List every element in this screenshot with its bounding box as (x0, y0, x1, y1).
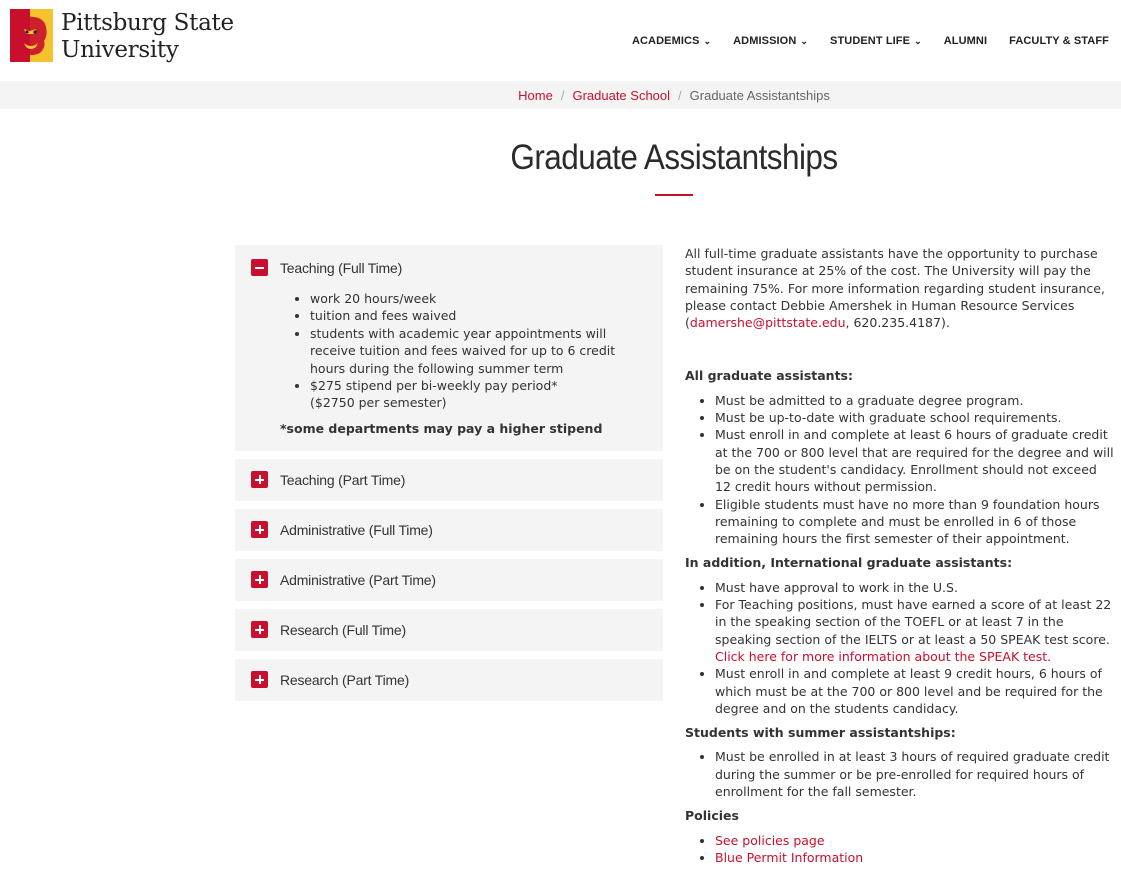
accordion-title: Research (Full Time) (280, 621, 406, 638)
chevron-down-icon: ⌄ (800, 35, 809, 46)
gorilla-logo-icon[interactable] (10, 9, 53, 62)
nav-student-life[interactable] (830, 35, 922, 47)
policies-list (715, 832, 1115, 867)
accordion-panel (235, 290, 663, 451)
list-item (715, 849, 1115, 866)
nav-student-life-label: STUDENT LIFE (830, 35, 911, 47)
section-heading: All graduate assistants: (685, 368, 853, 384)
accordion-toggle-research-part-time[interactable] (235, 659, 663, 701)
nav-academics-label: ACADEMICS (631, 35, 700, 47)
accordion-item-administrative-part-time (235, 559, 663, 601)
wordmark-line1: Pittsburg State (61, 10, 234, 36)
list-item: • Must have approval to work in the U.S. (715, 579, 1115, 596)
stipend-text: $275 stipend per bi-weekly pay period* (310, 378, 558, 394)
accordion-toggle-administrative-full-time[interactable] (235, 509, 663, 551)
policies-section (685, 807, 1115, 866)
breadcrumb-home[interactable]: Home (518, 87, 553, 103)
assistantship-accordion (235, 245, 663, 709)
breadcrumb-current: Graduate Assistantships (689, 87, 830, 103)
policies-page-link[interactable]: See policies page (715, 832, 825, 848)
accordion-item-teaching-part-time (235, 459, 663, 501)
insurance-text: All full-time graduate assistants have the opportunity to purchase student insurance at 25% of the cost. The University will pay the remaining 75%. For more information regarding student insurance, please contact Debbie Amershek in Human Resource Services ( (685, 246, 1105, 331)
insurance-paragraph (685, 245, 1115, 331)
all-assistants-list (715, 392, 1115, 548)
summer-list (715, 748, 1115, 800)
assistantship-info (685, 245, 1115, 866)
page-title: Graduate Assistantships (510, 138, 838, 177)
list-item: • Must enroll in and complete at least 6 hours of graduate credit at the 700 or 800 level that are required for the degree and will be on the student's candidacy. Enrollment should not exceed 12 credit hours without permission. (715, 426, 1115, 495)
accordion-title: Administrative (Part Time) (280, 571, 436, 588)
accordion-item-administrative-full-time (235, 509, 663, 551)
list-item: • Eligible students must have no more than 9 foundation hours remaining to complete and must be enrolled in 6 of those remaining hours the first semester of their appointment. (715, 496, 1115, 548)
stipend-semester-text: ($2750 per semester) (310, 395, 447, 411)
accordion-toggle-research-full-time[interactable] (235, 609, 663, 651)
accordion-item-research-full-time (235, 609, 663, 651)
plus-icon (251, 521, 268, 538)
list-item: • Must be admitted to a graduate degree program. (715, 392, 1115, 409)
list-item: • work 20 hours/week (310, 290, 647, 307)
international-section (685, 554, 1115, 717)
list-item: • students with academic year appointments will receive tuition and fees waived for up to 6 credit hours during the following summer term (310, 325, 647, 377)
plus-icon (251, 571, 268, 588)
teaching-full-time-list (310, 290, 647, 412)
breadcrumb-separator: / (560, 87, 565, 103)
list-item: • Must enroll in and complete at least 9 credit hours, 6 hours of which must be at the 700 or 800 level and be required for the degree and on the students candidacy. (715, 665, 1115, 717)
accordion-item-research-part-time (235, 659, 663, 701)
blue-permit-link[interactable]: Blue Permit Information (715, 849, 864, 865)
accordion-toggle-administrative-part-time[interactable] (235, 559, 663, 601)
section-heading: Policies (685, 808, 739, 824)
nav-faculty-staff-label: FACULTY & STAFF (1009, 35, 1109, 47)
nav-admission[interactable] (733, 35, 808, 47)
accordion-title: Teaching (Full Time) (280, 259, 403, 276)
list-item (715, 596, 1115, 665)
accordion-toggle-teaching-full-time[interactable] (235, 245, 663, 290)
minus-icon (251, 259, 268, 276)
toefl-text: For Teaching positions, must have earned a score of at least 22 in the speaking section of the TOEFL or at least 7 in the speaking section of the IELTS or at least a 50 SPEAK test score. (715, 597, 1112, 647)
all-assistants-section (685, 367, 1115, 547)
chevron-down-icon: ⌄ (914, 35, 922, 46)
international-list (715, 579, 1115, 717)
plus-icon (251, 671, 268, 688)
list-item: • Must be up-to-date with graduate school requirements. (715, 409, 1115, 426)
section-heading: In addition, International graduate assistants: (685, 555, 1013, 571)
title-divider (655, 194, 693, 196)
breadcrumb-graduate-school[interactable]: Graduate School (572, 87, 671, 103)
list-item (310, 377, 647, 412)
breadcrumb-separator: / (678, 87, 682, 103)
accordion-title: Research (Part Time) (280, 671, 410, 688)
nav-faculty-staff[interactable] (1009, 35, 1109, 47)
plus-icon (251, 471, 268, 488)
summer-section (685, 724, 1115, 800)
list-item (715, 832, 1115, 849)
nav-alumni-label: ALUMNI (943, 35, 988, 47)
list-item: • Must be enrolled in at least 3 hours of required graduate credit during the summer or be pre-enrolled for required hours of enrollment for the fall semester. (715, 748, 1115, 800)
accordion-title: Teaching (Part Time) (280, 471, 406, 488)
breadcrumb (0, 81, 1121, 109)
insurance-text-end: , 620.235.4187). (845, 315, 950, 331)
site-header (0, 0, 1121, 81)
accordion-title: Administrative (Full Time) (280, 521, 433, 538)
chevron-down-icon: ⌄ (703, 35, 712, 46)
plus-icon (251, 621, 268, 638)
section-heading: Students with summer assistantships: (685, 725, 956, 741)
list-item: • tuition and fees waived (310, 307, 647, 324)
nav-academics[interactable] (632, 35, 711, 47)
accordion-item-teaching-full-time (235, 245, 663, 451)
main-nav (610, 35, 1109, 47)
email-link[interactable]: damershe@pittstate.edu (689, 315, 846, 331)
speak-test-link[interactable]: Click here for more information about the SPEAK test. (715, 648, 1052, 664)
wordmark-line2: University (61, 37, 179, 63)
university-wordmark[interactable] (61, 10, 234, 64)
nav-admission-label: ADMISSION (733, 35, 797, 47)
stipend-note: *some departments may pay a higher stipend (280, 420, 603, 436)
nav-alumni[interactable] (944, 35, 987, 47)
accordion-toggle-teaching-part-time[interactable] (235, 459, 663, 501)
